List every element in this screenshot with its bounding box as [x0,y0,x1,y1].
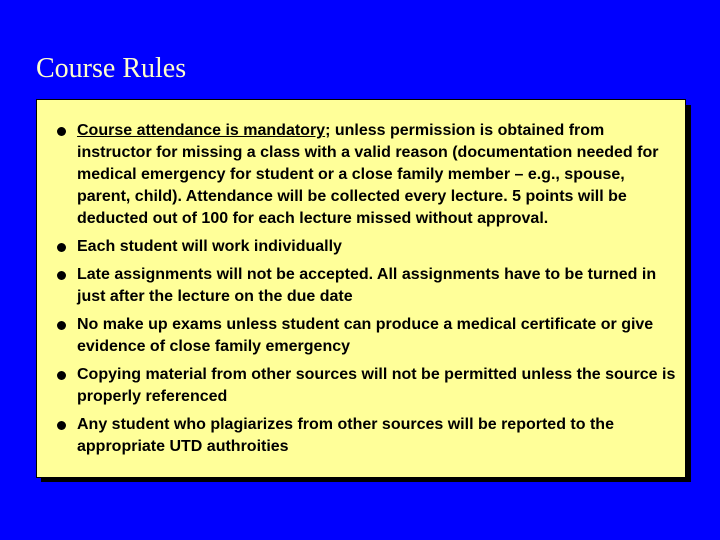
rule-makeup-exams [55,314,680,358]
bullet-dot-icon [57,321,66,330]
content-box [36,99,686,478]
rule-attendance [55,120,680,230]
rule-attendance-emphasis: Course attendance is mandatory [77,122,326,139]
bullet-dot-icon [57,243,66,252]
rule-attendance-text: ; unless permission is obtained from instructor for missing a class with a valid reason (documentation needed for medical emergency for student or a close family member – e.g., spouse, parent, child). Attendance will be collected every lecture. 5 points will be deducted out of 100 for each lecture missed without approval. [77,122,659,227]
bullet-dot-icon [57,421,66,430]
rule-individual-work [55,236,680,258]
rule-late-assignments [55,264,680,308]
rule-makeup-exams-text: No make up exams unless student can produce a medical certificate or give evidence of close family emergency [77,316,654,355]
rule-copying-text: Copying material from other sources will not be permitted unless the source is properly referenced [77,366,676,405]
rule-copying [55,364,680,408]
rule-plagiarism-text: Any student who plagiarizes from other sources will be reported to the appropriate UTD authroities [77,416,614,455]
rule-individual-work-text: Each student will work individually [77,238,342,255]
rules-list [55,120,680,464]
rule-plagiarism [55,414,680,458]
rule-late-assignments-text: Late assignments will not be accepted. All assignments have to be turned in just after the lecture on the due date [77,266,657,305]
slide-title: Course Rules [36,53,187,84]
bullet-dot-icon [57,371,66,380]
bullet-dot-icon [57,271,66,280]
bullet-dot-icon [57,127,66,136]
